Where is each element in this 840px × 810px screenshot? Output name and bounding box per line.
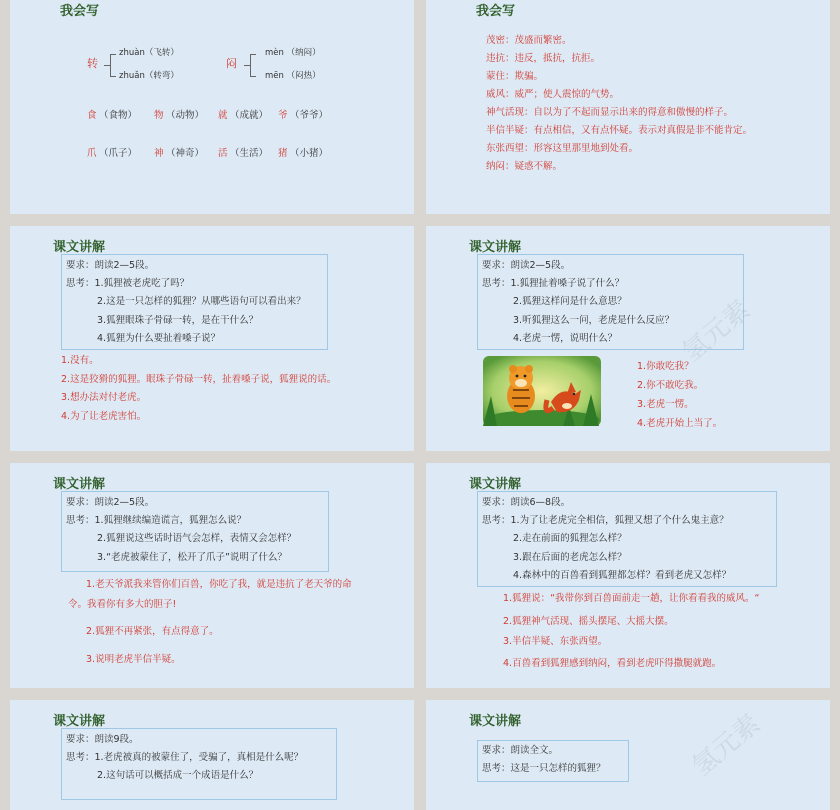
requirement: 要求：朗读9段。 bbox=[66, 734, 139, 745]
answer: 1.你敢吃我？ bbox=[637, 361, 694, 372]
tiger-fox-illustration bbox=[483, 356, 601, 426]
word: （动物） bbox=[166, 110, 205, 121]
question: 2.这句话可以概括成一个成语是什么？ bbox=[97, 770, 259, 781]
vocab-line: 蒙住：欺骗。 bbox=[486, 71, 544, 82]
question: 4.森林中的百兽看到狐狸都怎样？看到老虎又怎样？ bbox=[513, 570, 732, 581]
pinyin-men-1: mèn （纳闷） bbox=[265, 48, 321, 58]
requirement: 要求：朗读2—5段。 bbox=[66, 497, 155, 508]
requirement: 要求：朗读2—5段。 bbox=[66, 260, 155, 271]
brace-line bbox=[250, 54, 256, 55]
answer: 令。我看你有多大的胆子! bbox=[68, 599, 177, 610]
answer: 3.老虎一愣。 bbox=[637, 399, 694, 410]
question: 2.狐狸这样问是什么意思？ bbox=[513, 296, 627, 307]
vocab-line: 神气活现：自以为了不起而显示出来的得意和傲慢的样子。 bbox=[486, 107, 734, 118]
char: 就 bbox=[218, 110, 228, 121]
char: 爪 bbox=[87, 148, 97, 159]
answer: 3.想办法对付老虎。 bbox=[61, 392, 147, 403]
question: 3.听狐狸这么一问，老虎是什么反应？ bbox=[513, 315, 675, 326]
char: 食 bbox=[87, 110, 97, 121]
vocab-line: 茂密：茂盛而繁密。 bbox=[486, 35, 572, 46]
slide-title: 我会写 bbox=[476, 4, 516, 19]
word: （成就） bbox=[230, 110, 269, 121]
answer: 2.这是狡猾的狐狸。眼珠子骨碌一转，扯着嗓子说，狐狸说的话。 bbox=[61, 374, 337, 385]
requirement: 要求：朗读6—8段。 bbox=[482, 497, 571, 508]
question: 思考：1.为了让老虎完全相信，狐狸又想了个什么鬼主意？ bbox=[482, 515, 729, 526]
answer: 1.狐狸说：“我带你到百兽面前走一趟，让你看看我的威风。“ bbox=[503, 593, 760, 604]
answer: 2.狐狸神气活现、摇头摆尾、大摇大摆。 bbox=[503, 616, 674, 627]
char-zhuan: 转 bbox=[87, 57, 98, 70]
slide-title: 课文讲解 bbox=[469, 714, 522, 729]
slide-1 bbox=[10, 0, 414, 214]
watermark: 氢元素 bbox=[677, 294, 757, 368]
char: 猪 bbox=[278, 148, 288, 159]
slide-7 bbox=[10, 700, 414, 810]
slide-3 bbox=[10, 226, 414, 451]
requirement: 要求：朗读2—5段。 bbox=[482, 260, 571, 271]
slide-title: 课文讲解 bbox=[53, 240, 106, 255]
word: （小猪） bbox=[290, 148, 329, 159]
pinyin-zhuan-2: zhuǎn（转弯） bbox=[119, 71, 179, 81]
vocab-line: 纳闷：疑惑不解。 bbox=[486, 161, 563, 172]
answer: 1.没有。 bbox=[61, 355, 99, 366]
vocab-line: 东张西望：形容这里那里地到处看。 bbox=[486, 143, 639, 154]
char-men: 闷 bbox=[226, 57, 237, 70]
question: 思考：1.狐狸被老虎吃了吗？ bbox=[66, 278, 190, 289]
answer: 4.百兽看到狐狸感到纳闷，看到老虎吓得撒腿就跑。 bbox=[503, 658, 722, 669]
slide-8 bbox=[426, 700, 830, 810]
question: 4.狐狸为什么要扯着嗓子说？ bbox=[97, 333, 221, 344]
question: 2.这是一只怎样的狐狸？从哪些语句可以看出来？ bbox=[97, 296, 306, 307]
slide-title: 课文讲解 bbox=[53, 714, 106, 729]
answer: 1.老天爷派我来管你们百兽，你吃了我，就是违抗了老天爷的命 bbox=[86, 579, 352, 590]
slide-5 bbox=[10, 463, 414, 688]
answer: 3.说明老虎半信半疑。 bbox=[86, 654, 181, 665]
char: 物 bbox=[154, 110, 164, 121]
brace-line bbox=[250, 54, 251, 76]
char: 神 bbox=[154, 148, 164, 159]
pinyin-zhuan-1: zhuàn（飞转） bbox=[119, 48, 179, 58]
question: 3.狐狸眼珠子骨碌一转，是在干什么？ bbox=[97, 315, 259, 326]
word: （生活） bbox=[230, 148, 269, 159]
word: （神奇） bbox=[166, 148, 205, 159]
slide-4 bbox=[426, 226, 830, 451]
brace-line bbox=[110, 54, 111, 76]
question: 2.走在前面的狐狸怎么样？ bbox=[513, 533, 627, 544]
brace-line bbox=[110, 54, 116, 55]
word: （食物） bbox=[99, 110, 138, 121]
brace-line bbox=[110, 76, 116, 77]
answer: 4.为了让老虎害怕。 bbox=[61, 411, 147, 422]
question: 思考：1.狐狸继续编造谎言，狐狸怎么说？ bbox=[66, 515, 247, 526]
char: 爷 bbox=[278, 110, 288, 121]
question: 思考：这是一只怎样的狐狸？ bbox=[482, 763, 606, 774]
question: 思考：1.老虎被真的被蒙住了，受骗了，真相是什么呢？ bbox=[66, 752, 304, 763]
question: 3.跟在后面的老虎怎么样？ bbox=[513, 552, 627, 563]
watermark: 氢元素 bbox=[687, 708, 767, 782]
question: 思考：1.狐狸扯着嗓子说了什么？ bbox=[482, 278, 625, 289]
question: 4.老虎一愣，说明什么？ bbox=[513, 333, 618, 344]
slide-2 bbox=[426, 0, 830, 214]
answer: 4.老虎开始上当了。 bbox=[637, 418, 723, 429]
answer: 2.狐狸不再紧张，有点得意了。 bbox=[86, 626, 219, 637]
pinyin-men-2: mēn （闷热） bbox=[265, 71, 321, 81]
word: （爪子） bbox=[99, 148, 138, 159]
vocab-line: 威风：威严；使人震惊的气势。 bbox=[486, 89, 620, 100]
slide-title: 课文讲解 bbox=[53, 477, 106, 492]
char: 活 bbox=[218, 148, 228, 159]
vocab-line: 违抗：违反，抵抗，抗拒。 bbox=[486, 53, 601, 64]
word: （爷爷） bbox=[290, 110, 329, 121]
slide-title: 课文讲解 bbox=[469, 477, 522, 492]
slide-title: 我会写 bbox=[60, 4, 100, 19]
slide-6 bbox=[426, 463, 830, 688]
slide-title: 课文讲解 bbox=[469, 240, 522, 255]
answer: 3.半信半疑、东张西望。 bbox=[503, 636, 608, 647]
vocab-line: 半信半疑：有点相信，又有点怀疑。表示对真假是非不能肯定。 bbox=[486, 125, 753, 136]
requirement: 要求：朗读全文。 bbox=[482, 745, 559, 756]
question: 3.“老虎被蒙住了，松开了爪子”说明了什么？ bbox=[97, 552, 287, 563]
brace-line bbox=[250, 76, 256, 77]
answer: 2.你不敢吃我。 bbox=[637, 380, 704, 391]
question: 2.狐狸说这些话时语气会怎样，表情又会怎样？ bbox=[97, 533, 297, 544]
